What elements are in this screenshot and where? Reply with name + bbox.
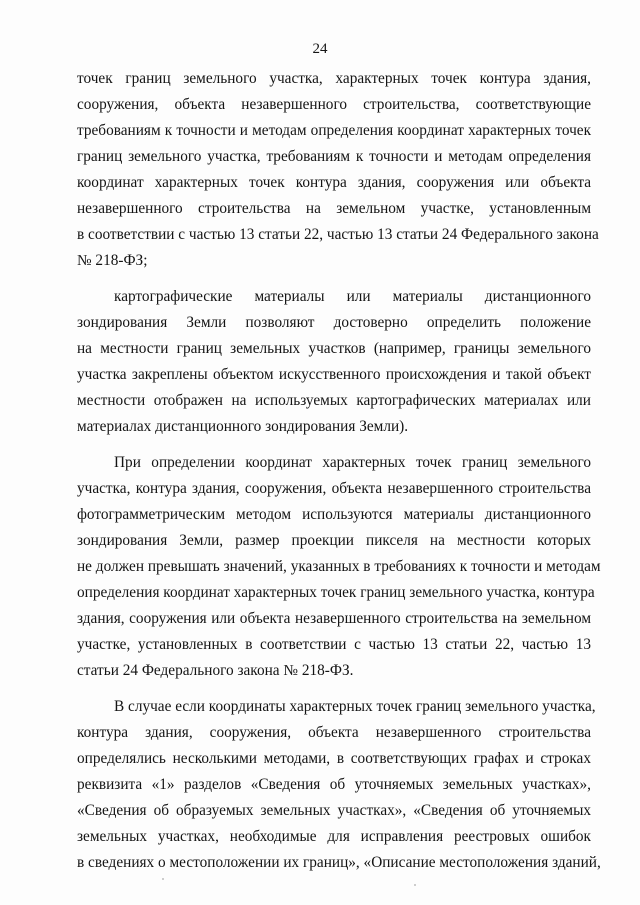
scan-speck <box>162 878 164 880</box>
text-line: зондирования Земли позволяют достоверно определить положение <box>77 314 591 331</box>
text-line: в сведениях о местоположении их границ», «Описание местоположения зданий, <box>77 854 601 871</box>
text-line: В случае если координаты характерных точек границ земельного участка, <box>114 698 596 715</box>
text-line: картографические материалы или материалы дистанционного <box>114 288 591 305</box>
text-line: в соответствии с частью 13 статьи 22, частью 13 статьи 24 Федерального закона <box>77 226 599 243</box>
text-line: местности отображен на используемых картографических материалах или <box>77 392 591 409</box>
text-line: земельных участках, необходимые для исправления реестровых ошибок <box>77 828 591 845</box>
text-line: статьи 24 Федерального закона № 218-ФЗ. <box>77 662 354 679</box>
text-line: определения координат характерных точек границ земельного участка, контура <box>77 584 595 601</box>
text-line: координат характерных точек контура здания, сооружения или объекта <box>77 174 591 191</box>
text-line: сооружения, объекта незавершенного строительства, соответствующие <box>77 96 591 113</box>
text-line: незавершенного строительства на земельном участке, установленным <box>77 200 591 217</box>
text-line: реквизита «1» разделов «Сведения об уточняемых земельных участках», <box>77 776 591 793</box>
text-line: на местности границ земельных участков (например, границы земельного <box>77 340 591 357</box>
text-line: При определении координат характерных точек границ земельного <box>114 454 591 471</box>
text-line: точек границ земельного участка, характерных точек контура здания, <box>77 70 591 87</box>
document-body <box>77 66 601 876</box>
page-number: 24 <box>312 41 328 57</box>
paragraph-cartographic-materials <box>77 284 591 440</box>
paragraph-coordinate-requirements <box>77 66 599 274</box>
text-line: участка закреплены объектом искусственного происхождения и такой объект <box>77 366 591 383</box>
text-line: здания, сооружения или объекта незавершенного строительства на земельном <box>77 610 591 627</box>
text-line: границ земельного участка, требованиям к точности и методам определения <box>77 148 591 165</box>
text-line: контура здания, сооружения, объекта незавершенного строительства <box>77 724 591 741</box>
text-line: участке, установленных в соответствии с частью 13 статьи 22, частью 13 <box>77 636 591 653</box>
text-line: определялись несколькими методами, в соответствующих графах и строках <box>77 750 591 767</box>
text-line: зондирования Земли, размер проекции пикселя на местности которых <box>77 532 591 549</box>
text-line: «Сведения об образуемых земельных участках», «Сведения об уточняемых <box>77 802 591 819</box>
text-line: участка, контура здания, сооружения, объекта незавершенного строительства <box>77 480 591 497</box>
scan-speck <box>414 884 416 886</box>
paragraph-multiple-methods <box>77 694 601 876</box>
text-line: требованиям к точности и методам определения координат характерных точек <box>77 122 591 139</box>
text-line: не должен превышать значений, указанных в требованиях к точности и методам <box>77 558 601 575</box>
text-line: материалах дистанционного зондирования Земли). <box>77 418 409 435</box>
paragraph-photogrammetric-method <box>77 450 601 684</box>
text-line: фотограмметрическим методом используются материалы дистанционного <box>77 506 591 523</box>
text-line: № 218-ФЗ; <box>77 252 148 269</box>
